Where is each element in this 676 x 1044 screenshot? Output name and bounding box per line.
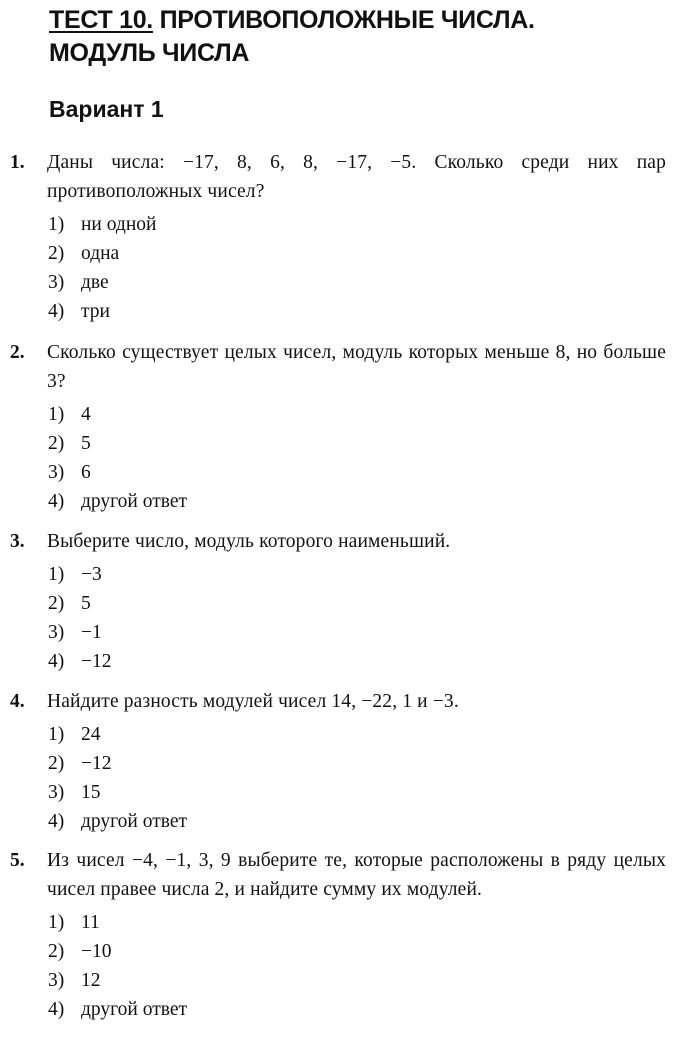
option-text: 5 xyxy=(81,433,91,454)
question-1 xyxy=(10,148,666,346)
title-topic-line2: МОДУЛЬ ЧИСЛА xyxy=(49,39,250,67)
option-text: ни одной xyxy=(81,214,157,235)
answer-option xyxy=(48,458,666,487)
option-number: 1) xyxy=(48,912,65,933)
option-number: 2) xyxy=(48,753,65,774)
answer-option xyxy=(48,429,666,458)
answer-option xyxy=(48,937,666,966)
question-text: Из чисел −4, −1, 3, 9 выберите те, которые расположены в ряду целых чисел правее числа 2, и найдите сумму их модулей. xyxy=(47,850,666,900)
answer-option xyxy=(48,647,666,676)
option-text: 6 xyxy=(81,462,91,483)
option-text: 15 xyxy=(81,782,101,803)
question-3 xyxy=(10,527,666,696)
option-number: 4) xyxy=(48,811,65,832)
option-text: 11 xyxy=(81,912,100,933)
option-number: 1) xyxy=(48,724,65,745)
answer-option xyxy=(48,720,666,749)
option-number: 3) xyxy=(48,272,65,293)
option-text: другой ответ xyxy=(81,811,188,832)
question-number: 2. xyxy=(10,342,25,363)
option-number: 1) xyxy=(48,404,65,425)
answer-option xyxy=(48,807,666,836)
answer-option xyxy=(48,618,666,647)
question-4 xyxy=(10,687,666,856)
option-number: 2) xyxy=(48,593,65,614)
option-number: 4) xyxy=(48,491,65,512)
answer-option xyxy=(48,908,666,937)
option-text: 12 xyxy=(81,970,101,991)
page-title xyxy=(49,4,535,70)
question-text: Даны числа: −17, 8, 6, 8, −17, −5. Сколько среди них пар противоположных чисел? xyxy=(47,152,666,202)
option-text: −10 xyxy=(81,941,112,962)
answer-option xyxy=(48,487,666,516)
answer-option xyxy=(48,995,666,1024)
option-text: другой ответ xyxy=(81,999,188,1020)
option-text: 24 xyxy=(81,724,101,745)
option-text: 4 xyxy=(81,404,91,425)
answer-option xyxy=(48,239,666,268)
option-number: 3) xyxy=(48,622,65,643)
answer-option xyxy=(48,297,666,326)
option-number: 4) xyxy=(48,999,65,1020)
title-topic: ПРОТИВОПОЛОЖНЫЕ ЧИСЛА. xyxy=(159,6,535,34)
answer-options xyxy=(48,400,666,516)
question-number: 3. xyxy=(10,531,25,552)
option-text: две xyxy=(81,272,109,293)
answer-option xyxy=(48,210,666,239)
answer-option xyxy=(48,589,666,618)
answer-option xyxy=(48,560,666,589)
question-text: Сколько существует целых чисел, модуль которых меньше 8, но больше 3? xyxy=(47,342,666,392)
option-text: три xyxy=(81,301,110,322)
option-number: 2) xyxy=(48,433,65,454)
option-number: 1) xyxy=(48,564,65,585)
answer-options xyxy=(48,210,666,326)
option-number: 3) xyxy=(48,970,65,991)
test-number-label: ТЕСТ 10. xyxy=(49,6,153,34)
answer-options xyxy=(48,908,666,1024)
option-number: 1) xyxy=(48,214,65,235)
question-5 xyxy=(10,846,666,1044)
option-text: −3 xyxy=(81,564,102,585)
answer-option xyxy=(48,778,666,807)
answer-option xyxy=(48,400,666,429)
option-number: 4) xyxy=(48,651,65,672)
answer-option xyxy=(48,749,666,778)
option-text: −1 xyxy=(81,622,102,643)
option-number: 2) xyxy=(48,243,65,264)
question-number: 4. xyxy=(10,691,25,712)
option-number: 3) xyxy=(48,462,65,483)
variant-heading: Вариант 1 xyxy=(49,96,164,122)
option-text: −12 xyxy=(81,651,112,672)
question-text: Найдите разность модулей чисел 14, −22, 1 и −3. xyxy=(47,691,459,712)
option-number: 3) xyxy=(48,782,65,803)
option-number: 2) xyxy=(48,941,65,962)
answer-options xyxy=(48,720,666,836)
question-2 xyxy=(10,338,666,536)
answer-option xyxy=(48,268,666,297)
option-text: одна xyxy=(81,243,120,264)
question-text: Выберите число, модуль которого наименьший. xyxy=(47,531,451,552)
option-text: 5 xyxy=(81,593,91,614)
option-number: 4) xyxy=(48,301,65,322)
answer-option xyxy=(48,966,666,995)
answer-options xyxy=(48,560,666,676)
option-text: другой ответ xyxy=(81,491,188,512)
question-number: 1. xyxy=(10,152,25,173)
option-text: −12 xyxy=(81,753,112,774)
question-number: 5. xyxy=(10,850,25,871)
